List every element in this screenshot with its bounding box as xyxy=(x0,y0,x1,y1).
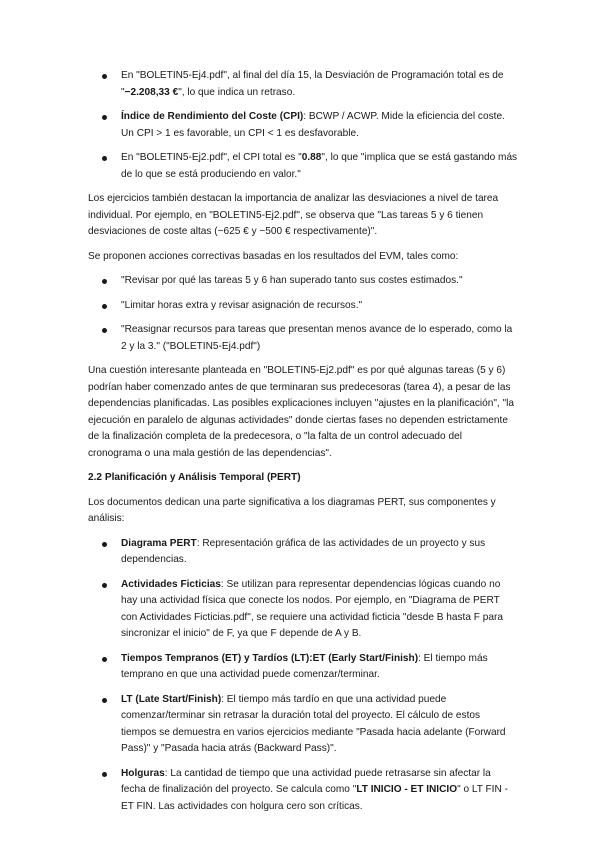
bullet-dot xyxy=(102,583,107,588)
section-heading: 2.2 Planificación y Análisis Temporal (PERT) xyxy=(88,472,301,483)
bullet-dot xyxy=(102,328,107,333)
list-item: "Limitar horas extra y revisar asignación de recursos." xyxy=(88,298,518,315)
bullet-dot xyxy=(102,279,107,284)
bullet-dot xyxy=(102,657,107,662)
bullet-dot xyxy=(102,156,107,161)
list-item: En "BOLETIN5-Ej2.pdf", el CPI total es "0.88", lo que "implica que se está gastando más de lo que se está produciendo en valor." xyxy=(88,150,518,183)
bullet-dot xyxy=(102,772,107,777)
evm-metrics-list xyxy=(88,68,518,183)
bullet-dot xyxy=(102,74,107,79)
list-item: "Reasignar recursos para tareas que presentan menos avance de lo esperado, como la 2 y la 3." ("BOLETIN5-Ej4.pdf") xyxy=(88,322,518,355)
list-item: Diagrama PERT: Representación gráfica de las actividades de un proyecto y sus dependencias. xyxy=(88,536,518,569)
bullet-dot xyxy=(102,698,107,703)
bullet-dot xyxy=(102,542,107,547)
bullet-dot xyxy=(102,304,107,309)
list-item: "Revisar por qué las tareas 5 y 6 han superado tanto sus costes estimados." xyxy=(88,273,518,290)
bullet-dot xyxy=(102,115,107,120)
list-item: Actividades Ficticias: Se utilizan para representar dependencias lógicas cuando no hay una actividad física que conecte los nodos. Por ejemplo, en "Diagrama de PERT con Actividades Ficticias.pdf", se requiere una actividad ficticia "desde B hasta F para sincronizar el inicio" de F, ya que F depende de A y B. xyxy=(88,577,518,643)
list-item: En "BOLETIN5-Ej4.pdf", al final del día 15, la Desviación de Programación total es de "−2.208,33 €", lo que indica un retraso. xyxy=(88,68,518,101)
list-item: Tiempos Tempranos (ET) y Tardíos (LT):ET (Early Start/Finish): El tiempo más temprano en que una actividad puede comenzar/terminar. xyxy=(88,651,518,684)
pert-components-list xyxy=(88,536,518,816)
corrective-actions-list xyxy=(88,273,518,355)
list-item: LT (Late Start/Finish): El tiempo más tardío en que una actividad puede comenzar/terminar sin retrasar la duración total del proyecto. El cálculo de estos tiempos se demuestra en varios ejercicios mediante "Pasada hacia adelante (Forward Pass)" y "Pasada hacia atrás (Backward Pass)". xyxy=(88,692,518,758)
paragraph-pert-intro: Los documentos dedican una parte significativa a los diagramas PERT, sus componentes y análisis: xyxy=(88,496,496,524)
paragraph-dependencies-question: Una cuestión interesante planteada en "BOLETIN5-Ej2.pdf" es por qué algunas tareas (5 y 6) podrían haber comenzado antes de que terminaran sus predecesoras (tarea 4), a pesar de las dependencias planificadas. Las posibles explicaciones incluyen "ajustes en la planificación", "la ejecución en paralelo de algunas actividades" donde ciertas fases no dependen estrictamente de la finalización completa de la predecesora, o "la falta de un control adecuado del cronograma o una mala gestión de las dependencias". xyxy=(88,365,514,459)
list-item: Índice de Rendimiento del Coste (CPI): BCWP / ACWP. Mide la eficiencia del coste. Un CPI > 1 es favorable, un CPI < 1 es desfavorable. xyxy=(88,109,518,142)
paragraph-corrective-actions-intro: Se proponen acciones correctivas basadas en los resultados del EVM, tales como: xyxy=(88,250,459,262)
list-item: Holguras: La cantidad de tiempo que una actividad puede retrasarse sin afectar la fecha de finalización del proyecto. Se calcula como "LT INICIO - ET INICIO" o LT FIN - ET FIN. Las actividades con holgura cero son críticas. xyxy=(88,766,518,816)
paragraph-task-deviations: Los ejercicios también destacan la importancia de analizar las desviaciones a nivel de tarea individual. Por ejemplo, en "BOLETIN5-Ej2.pdf", se observa que "Las tareas 5 y 6 tienen desviaciones de coste altas (−625 € y −500 € respectivamente)". xyxy=(88,193,499,237)
page-content xyxy=(88,68,518,823)
